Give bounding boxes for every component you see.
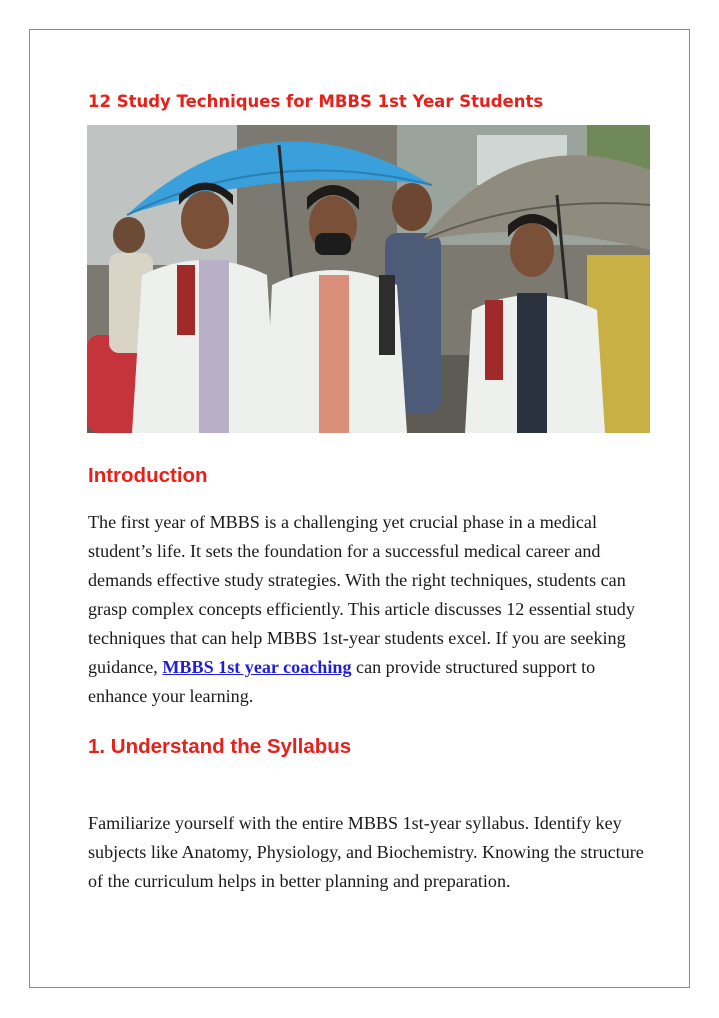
introduction-paragraph: [88, 508, 648, 711]
document-title: 12 Study Techniques for MBBS 1st Year Students: [88, 92, 544, 111]
mbbs-coaching-link[interactable]: MBBS 1st year coaching: [162, 657, 352, 677]
introduction-heading: Introduction: [88, 464, 208, 487]
hero-image: [87, 125, 650, 433]
section-1-paragraph: Familiarize yourself with the entire MBBS 1st-year syllabus. Identify key subjects like Anatomy, Physiology, and Biochemistry. Knowing the structure of the curriculum helps in better planning and preparation.: [88, 813, 644, 891]
section-1-heading: 1. Understand the Syllabus: [88, 735, 352, 758]
introduction-text: The first year of MBBS is a challenging yet crucial phase in a medical student’s life. It sets the foundation for a successful medical career and demands effective study strategies. With the right techniques, students can grasp complex concepts efficiently. This article discusses 12 essential study techniques that can help MBBS 1st-year students excel. If you are seeking guidance,: [88, 512, 635, 677]
introduction-text-end: can provide structured support to enhance your learning.: [88, 657, 596, 706]
document-page: [29, 29, 690, 988]
